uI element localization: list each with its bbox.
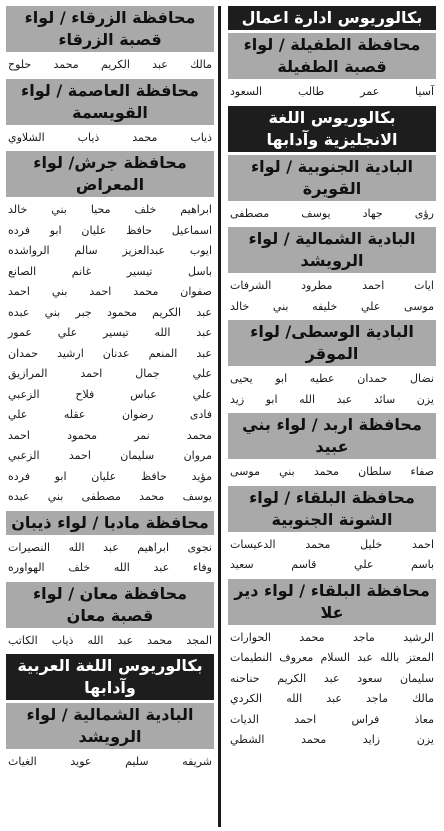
name-entry: موسى علي خليفه بني خالد (230, 299, 434, 313)
names-list (228, 535, 436, 576)
region-heading: محافظة الطفيلة / لواء قصبة الطفيلة (228, 33, 436, 79)
name-entry: عبد الله تيسير علي عمور (8, 326, 212, 339)
names-list (6, 538, 214, 579)
region-heading: محافظة البلقاء / لواء دير علا (228, 579, 436, 625)
region-heading: محافظة العاصمة / لواء القويسمة (6, 79, 214, 125)
name-entry: آسيا عمر طالب السعود (230, 85, 434, 98)
region-heading: البادية الجنوبية / لواء القويرة (228, 155, 436, 201)
degree-heading: بكالوريوس اللغة العربية وآدابها (6, 654, 214, 700)
column-divider (218, 6, 221, 827)
name-entry: صفاء سلطان محمد بني موسى (230, 465, 434, 478)
name-entry: فادى رضوان عقله علي (8, 408, 212, 421)
name-entry: اسماعيل حافظ عليان ابو فرده (8, 223, 212, 237)
name-entry: ايوب عبدالعزيز سالم الرواشده (8, 244, 212, 257)
right-column (228, 6, 436, 827)
degree-heading: بكالوريوس ادارة اعمال (228, 6, 436, 30)
name-entry: يوسف محمد مصطفى بني عبده (8, 490, 212, 503)
name-entry: علي جمال احمد المرازيق (8, 367, 212, 380)
region-heading: محافظة معان / لواء قصبة معان (6, 582, 214, 628)
name-entry: باسم علي قاسم سعيد (230, 558, 434, 571)
degree-heading: بكالوريوس اللغة الانجليزية وآدابها (228, 106, 436, 152)
region-heading: البادية الوسطى/ لواء الموقر (228, 320, 436, 366)
name-entry: الرشيد ماجد محمد الحوارات (230, 630, 434, 644)
name-entry: معاذ فراس احمد الديات (230, 712, 434, 726)
name-entry: يزن زايد محمد الشطي (230, 733, 434, 746)
name-entry: المجد محمد عبد الله ذياب الكاتب (8, 633, 212, 647)
region-heading: محافظة اربد / لواء بني عبيد (228, 413, 436, 459)
names-list (6, 752, 214, 773)
name-entry: محمد نمر محمود احمد (8, 428, 212, 442)
name-entry: رؤى جهاد يوسف مصطفى (230, 206, 434, 220)
name-entry: المعتز بالله عبد السلام معروف النطيمات (230, 651, 434, 664)
name-entry: عبد الكريم محمود جبر بني عبده (8, 305, 212, 319)
name-entry: ابراهيم خلف محيا بني خالد (8, 203, 212, 216)
name-entry: احمد خليل محمد الدعيسات (230, 537, 434, 551)
name-entry: مؤيد حافظ عليان ابو فرده (8, 469, 212, 483)
name-entry: عبد المنعم عدنان ارشيد حمدان (8, 346, 212, 360)
names-list (228, 204, 436, 225)
name-entry: علي عباس فلاح الزعبي (8, 387, 212, 401)
names-list (228, 82, 436, 103)
name-entry: مروان سليمان احمد الزعبي (8, 449, 212, 462)
region-heading: محافظة البلقاء / لواء الشونة الجنوبية (228, 486, 436, 532)
name-entry: ذياب محمد ذياب الشلاوي (8, 130, 212, 144)
name-entry: سليمان سعود عبد الكريم حناحنه (230, 671, 434, 685)
name-entry: نضال حمدان عطيه ابو يحيى (230, 372, 434, 385)
names-list (228, 462, 436, 483)
name-entry: شريفه سليم عويد الغياث (8, 755, 212, 768)
names-list (6, 200, 214, 508)
names-list (6, 55, 214, 76)
name-entry: صفوان محمد احمد بني احمد (8, 285, 212, 298)
region-heading: محافظة مادبا / لواء ذيبان (6, 511, 214, 535)
name-entry: وفاء عبد الله خلف الهواوره (8, 561, 212, 574)
name-entry: مالك ماجد عبد الله الكردي (230, 692, 434, 705)
name-entry: يزن سائد عبد الله ابو زيد (230, 392, 434, 406)
names-list (6, 128, 214, 149)
region-heading: محافظة جرش/ لواء المعراض (6, 151, 214, 197)
names-list (228, 276, 436, 317)
left-column (6, 6, 214, 827)
names-list (228, 628, 436, 751)
names-list (228, 369, 436, 410)
name-entry: نجوى ابراهيم عبد الله النصيرات (8, 540, 212, 554)
region-heading: البادية الشمالية / لواء الرويشد (6, 703, 214, 749)
names-list (6, 631, 214, 652)
name-entry: باسل تيسير غانم الصانع (8, 264, 212, 278)
name-entry: ايات احمد مطرود الشرفات (230, 279, 434, 292)
region-heading: محافظة الزرقاء / لواء قصبة الزرقاء (6, 6, 214, 52)
region-heading: البادية الشمالية / لواء الرويشد (228, 227, 436, 273)
name-entry: مالك عبد الكريم محمد حلوح (8, 58, 212, 71)
